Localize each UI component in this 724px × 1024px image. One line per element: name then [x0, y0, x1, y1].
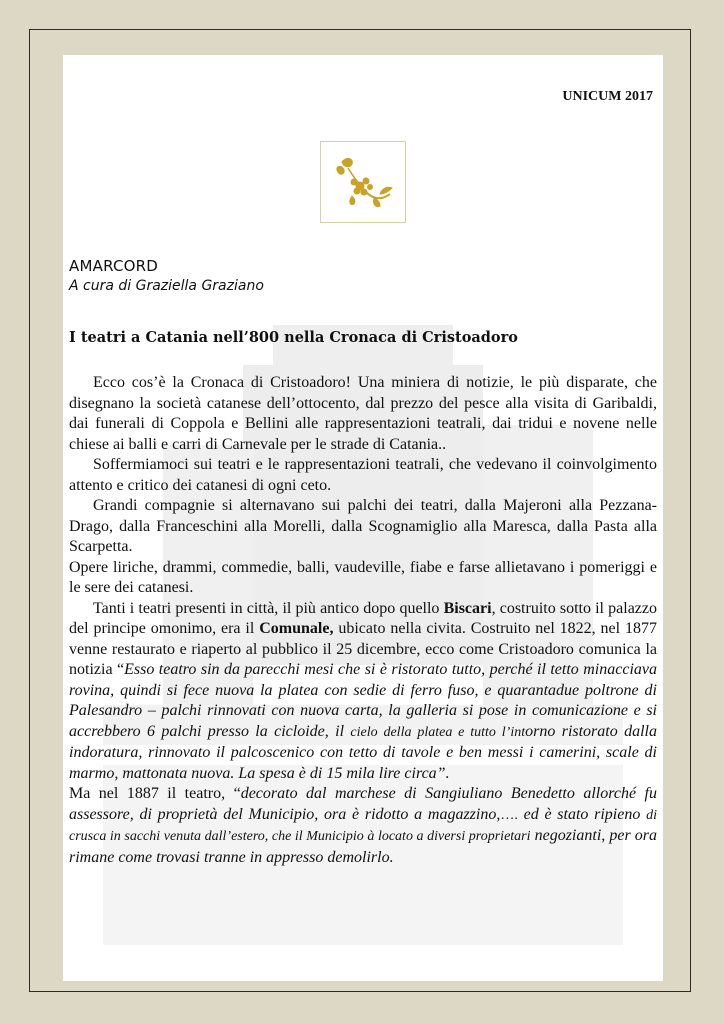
paragraph-2: Soffermiamoci sui teatri e le rappresentazioni teatrali, che vedevano il coinvolgimento attento e critico dei catanesi di ogni ceto.: [69, 456, 657, 494]
paragraph-6: Ma nel 1887 il teatro, “decorato dal marchese di Sangiuliano Benedetto allorché fu assessore, di proprietà del Municipio, ora è ridotto a magazzino,…. ed è stato ripieno di crusca in sacchi venuta dall’estero, che il Municipio à locato a diversi proprietari negozianti, per ora rimane come trovasi tranne in appresso demolirlo.: [69, 785, 657, 866]
paragraph-3: Grandi compagnie si alternavano sui palchi dei teatri, dalla Majeroni alla Pezzana-Drago, dalla Franceschini alla Morelli, dalla Scognamiglio alla Maresca, dalla Pasta alla Scarpetta.: [69, 497, 657, 555]
article-body: [69, 373, 657, 868]
section-author: A cura di Graziella Graziano: [69, 278, 264, 294]
quote-1: Esso teatro sin da parecchi mesi che si è ristorato tutto, perché il tetto minacciava rovina, quindi si fece nuova la platea con sedie di ferro fuso, e quarantadue poltrone di Palesandro – palchi rinnovati con nuova carta, la galleria si pose in comunicazione e si accrebbero 6 palchi presso la cicloide, il: [69, 661, 658, 740]
comunale-name: Comunale,: [259, 620, 334, 637]
biscari-name: Biscari: [443, 599, 492, 617]
logo-frame: [320, 141, 406, 223]
article-title: I teatri a Catania nell’800 nella Cronaca di Cristoadoro: [69, 329, 518, 346]
section-title: AMARCORD: [69, 257, 158, 275]
paragraph-5: Tanti i teatri presenti in città, il più antico dopo quello Biscari, costruito sotto il palazzo del principe omonimo, era il Comunale, ubicato nella civita. Costruito nel 1822, nel 1877 venne restaurato e riaperto al pubblico il 25 dicembre, ecco come Cristoadoro comunica la notizia “Esso teatro sin da parecchi mesi che si è ristorato tutto, perché il tetto minacciava rovina, quindi si fece nuova la platea con sedie di ferro fuso, e quarantadue poltrone di Palesandro – palchi rinnovati con nuova carta, la galleria si pose in comunicazione e si accrebbero 6 palchi presso la cicloide, il cielo della platea e tutto l’intorno ristorato dalla indoratura, rinnovato il palcoscenico con tetto di tavole e ben messi i camerini, scale di marmo, mattonata nuova. La spesa è di 15 mila lire circa”.: [69, 599, 658, 782]
paragraph-4: Opere liriche, drammi, commedie, balli, vaudeville, fiabe e farse allietavano i pomeriggi e le sere dei catanesi.: [69, 558, 657, 596]
quote-2: decorato dal marchese di Sangiuliano Benedetto allorché fu assessore, di proprietà del Municipio, ora è ridotto a magazzino,: [69, 785, 657, 823]
paragraph-1: Ecco cos’è la Cronaca di Cristoadoro! Una miniera di notizie, le più disparate, che disegnano la società catanese dell’ottocento, dal prezzo del pesce alla visita di Garibaldi, dai funerali di Coppola e Bellini alle rappresentazioni teatrali, dai tridui e novene nelle chiese ai balli e carri di Carnevale per le strade di Catania..: [69, 374, 657, 453]
floral-ornament-icon: [330, 154, 396, 210]
document-page: [63, 55, 663, 981]
journal-name: UNICUM 2017: [562, 89, 653, 104]
